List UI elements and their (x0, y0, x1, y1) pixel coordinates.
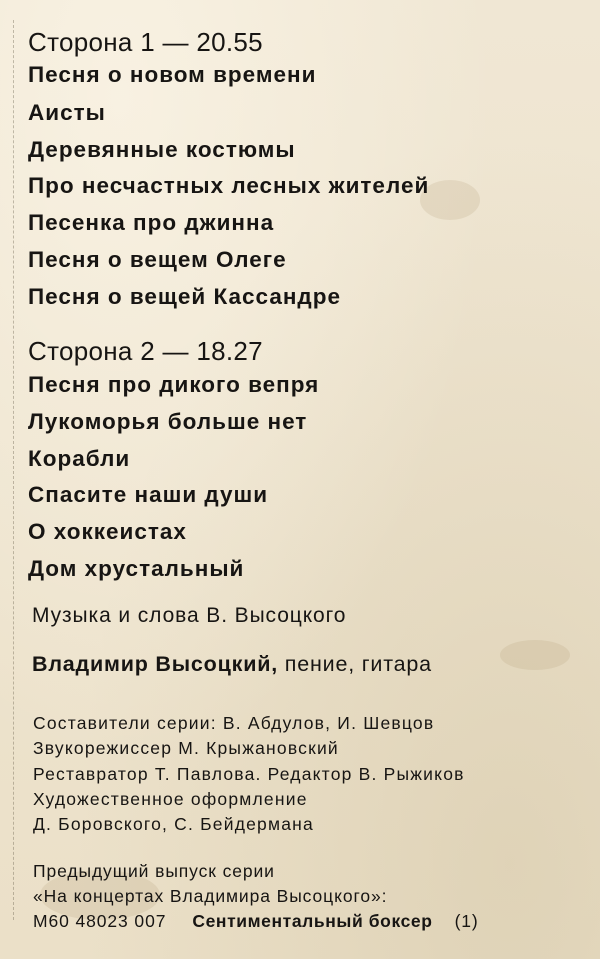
performer-credit (32, 652, 432, 677)
credit-sound-engineer: Звукорежиссер М. Крыжановский (33, 738, 339, 758)
previous-issue-catalog-line (33, 911, 479, 932)
credit-art-designers: Д. Боровского, С. Бейдермана (33, 814, 314, 834)
music-and-words-credit: Музыка и слова В. Высоцкого (32, 604, 347, 627)
side-1-track-4: Про несчастных лесных жителей (28, 173, 430, 198)
side-1-track-1: Песня о новом времени (28, 62, 317, 87)
side-2-track-6: Дом хрустальный (28, 556, 245, 581)
performer-name: Владимир Высоцкий, (32, 652, 278, 676)
fold-line (13, 20, 14, 920)
side-2-track-2: Лукоморья больше нет (28, 409, 308, 434)
side-1-track-7: Песня о вещей Кассандре (28, 284, 341, 309)
catalog-number: М60 48023 007 (33, 911, 167, 931)
side-1-track-3: Деревянные костюмы (28, 137, 296, 162)
previous-issue-number: (1) (454, 911, 479, 931)
side-2-heading: Сторона 2 — 18.27 (28, 336, 263, 366)
credit-compilers: Составители серии: В. Абдулов, И. Шевцов (33, 713, 435, 733)
side-1-heading: Сторона 1 — 20.55 (28, 27, 263, 57)
credit-restorer-editor: Реставратор Т. Павлова. Редактор В. Рыжиков (33, 764, 465, 784)
paper-stain (500, 640, 570, 670)
side-1-track-6: Песня о вещем Олеге (28, 247, 287, 272)
previous-issue-heading: Предыдущий выпуск серии (33, 861, 275, 881)
credit-art-design: Художественное оформление (33, 789, 308, 809)
side-1-track-5: Песенка про джинна (28, 210, 275, 235)
side-2-track-1: Песня про дикого вепря (28, 372, 320, 397)
side-2-track-3: Корабли (28, 446, 131, 471)
previous-issue-title: Сентиментальный боксер (192, 911, 433, 931)
previous-issue-series: «На концертах Владимира Высоцкого»: (33, 886, 388, 906)
performer-role: пение, гитара (278, 652, 432, 676)
side-2-track-4: Спасите наши души (28, 482, 269, 507)
side-2-track-5: О хоккеистах (28, 519, 187, 544)
side-1-track-2: Аисты (28, 100, 106, 125)
